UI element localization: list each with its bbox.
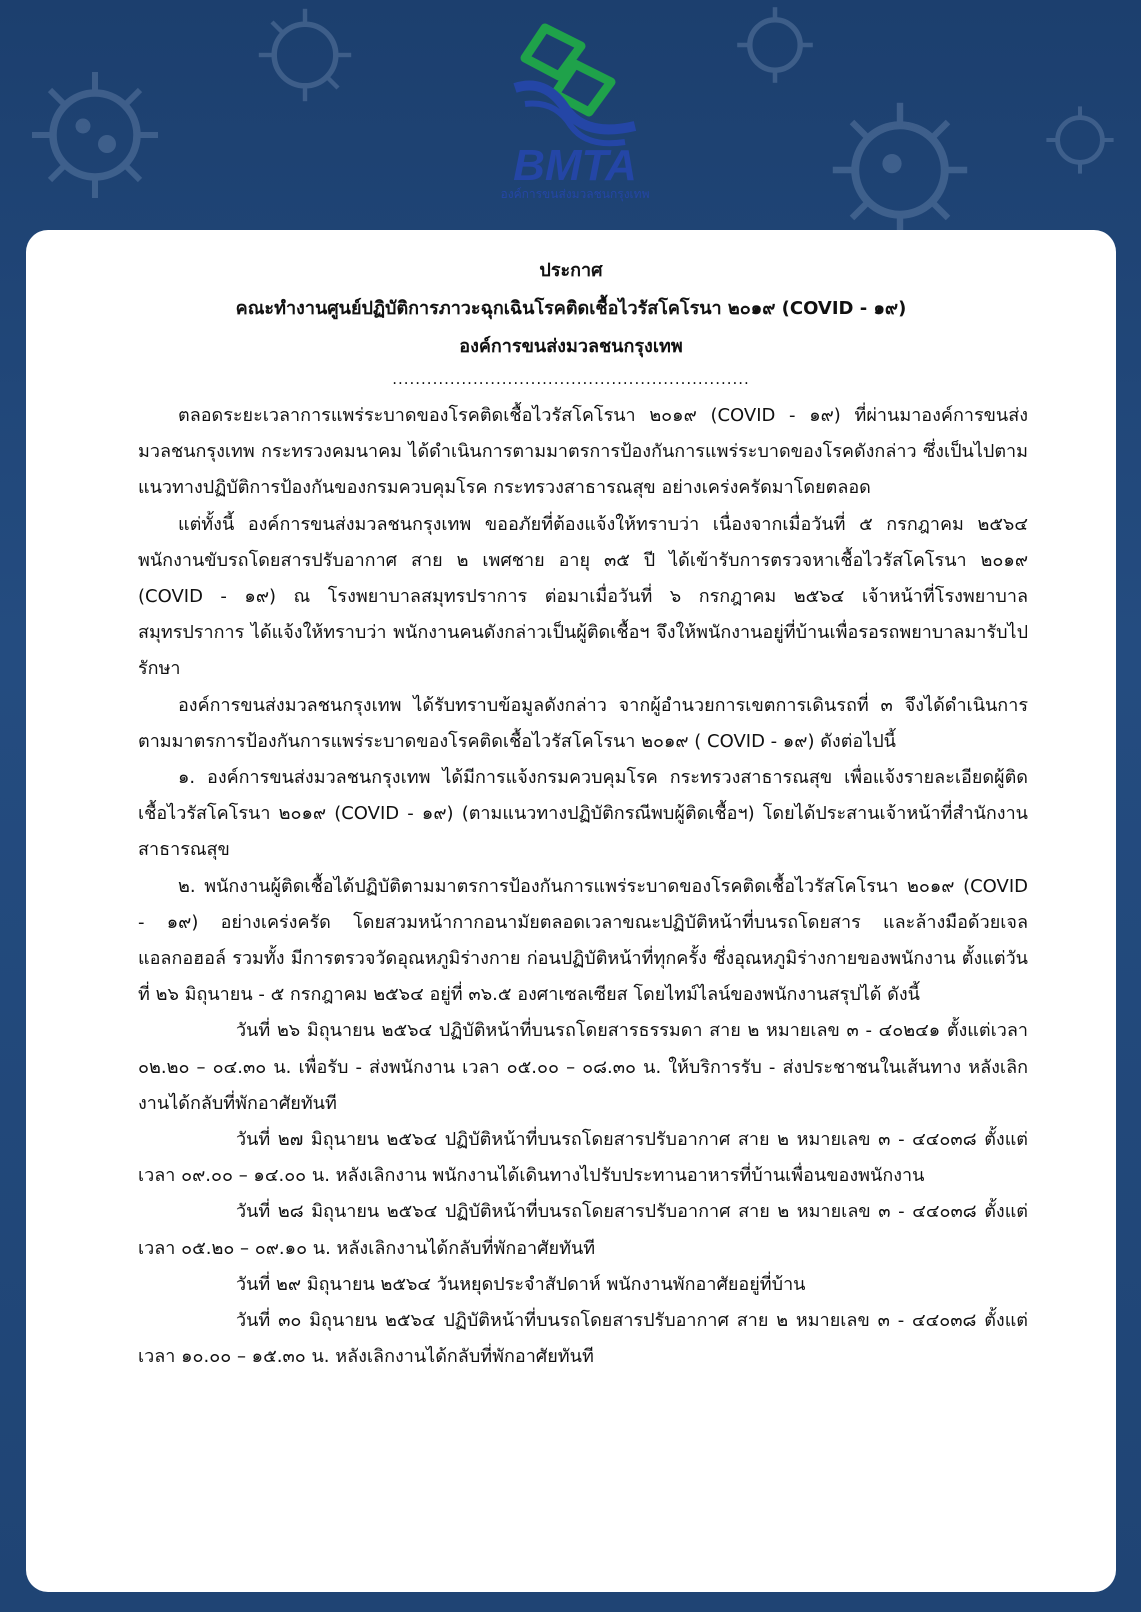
paragraph: ตลอดระยะเวลาการแพร่ระบาดของโรคติดเชื้อไวรัสโคโรนา ๒๐๑๙ (COVID - ๑๙) ที่ผ่านมาองค์การขนส่งมวลชนกรุงเทพ กระทรวงคมนาคม ได้ดำเนินการตามมาตรการป้องกันการแพร่ระบาดของโรคดังกล่าว ซึ่งเป็นไปตามแนวทางปฏิบัติการป้องกันของกรมควบคุมโรค กระทรวงสาธารณสุข อย่างเคร่งครัดมาโดยตลอด <box>138 405 1028 499</box>
timeline-entry: วันที่ ๒๖ มิถุนายน ๒๕๖๔ ปฏิบัติหน้าที่บนรถโดยสารธรรมดา สาย ๒ หมายเลข ๓ - ๔๐๒๔๑ ตั้งแต่เวลา ๐๒.๒๐ – ๐๔.๓๐ น. เพื่อรับ - ส่งพนักงาน เวลา ๐๕.๐๐ – ๐๘.๓๐ น. ให้บริการรับ - ส่งประชาชนในเส้นทาง หลังเลิกงานได้กลับที่พักอาศัยทันที <box>138 1020 1028 1114</box>
virus-icon <box>730 0 820 90</box>
virus-icon <box>250 0 360 110</box>
paragraph: แต่ทั้งนี้ องค์การขนส่งมวลชนกรุงเทพ ขออภัยที่ต้องแจ้งให้ทราบว่า เนื่องจากเมื่อวันที่ ๕ กรกฎาคม ๒๕๖๔ พนักงานขับรถโดยสารปรับอากาศ สาย ๒ เพศชาย อายุ ๓๕ ปี ได้เข้ารับการตรวจหาเชื้อไวรัสโคโรนา ๒๐๑๙ (COVID - ๑๙) ณ โรงพยาบาลสมุทรปราการ ต่อมาเมื่อวันที่ ๖ กรกฎาคม ๒๕๖๔ เจ้าหน้าที่โรงพยาบาลสมุทรปราการ ได้แจ้งให้ทราบว่า พนักงานคนดังกล่าวเป็นผู้ติดเชื้อฯ จึงให้พนักงานอยู่ที่บ้านเพื่อรอรถพยาบาลมารับไปรักษา <box>138 513 1028 680</box>
timeline-entry: วันที่ ๒๙ มิถุนายน ๒๕๖๔ วันหยุดประจำสัปดาห์ พนักงานพักอาศัยอยู่ที่บ้าน <box>236 1273 806 1295</box>
paragraph-item-1: ๑. องค์การขนส่งมวลชนกรุงเทพ ได้มีการแจ้งกรมควบคุมโรค กระทรวงสาธารณสุข เพื่อแจ้งรายละเอียดผู้ติดเชื้อไวรัสโคโรนา ๒๐๑๙ (COVID - ๑๙) (ตามแนวทางปฏิบัติกรณีพบผู้ติดเชื้อฯ) โดยได้ประสานเจ้าหน้าที่สำนักงานสาธารณสุข <box>138 767 1028 861</box>
timeline-entry: วันที่ ๒๗ มิถุนายน ๒๕๖๔ ปฏิบัติหน้าที่บนรถโดยสารปรับอากาศ สาย ๒ หมายเลข ๓ - ๔๔๐๓๘ ตั้งแต่เวลา ๐๙.๐๐ – ๑๔.๐๐ น. หลังเลิกงาน พนักงานได้เดินทางไปรับประทานอาหารที่บ้านเพื่อนของพนักงาน <box>138 1129 1028 1187</box>
document-title: ประกาศ <box>539 260 603 281</box>
timeline-entry: วันที่ ๓๐ มิถุนายน ๒๕๖๔ ปฏิบัติหน้าที่บนรถโดยสารปรับอากาศ สาย ๒ หมายเลข ๓ - ๔๔๐๓๘ ตั้งแต่เวลา ๑๐.๐๐ – ๑๕.๓๐ น. หลังเลิกงานได้กลับที่พักอาศัยทันที <box>138 1310 1028 1368</box>
virus-icon <box>1040 100 1120 180</box>
paragraph: องค์การขนส่งมวลชนกรุงเทพ ได้รับทราบข้อมูลดังกล่าว จากผู้อำนวยการเขตการเดินรถที่ ๓ จึงได้ดำเนินการตามมาตรการป้องกันการแพร่ระบาดของโรคติดเชื้อไวรัสโคโรนา ๒๐๑๙ ( COVID - ๑๙) ดังต่อไปนี้ <box>138 694 1028 752</box>
virus-icon <box>820 90 980 250</box>
virus-icon <box>20 60 170 210</box>
announcement-card <box>26 230 1116 1592</box>
announcement-header <box>26 252 1116 392</box>
paragraph-item-2: ๒. พนักงานผู้ติดเชื้อได้ปฏิบัติตามมาตรการป้องกันการแพร่ระบาดของโรคติดเชื้อไวรัสโคโรนา ๒๐๑๙ (COVID - ๑๙) อย่างเคร่งครัด โดยสวมหน้ากากอนามัยตลอดเวลาขณะปฏิบัติหน้าที่บนรถโดยสาร และล้างมือด้วยเจลแอลกอฮอล์ รวมทั้ง มีการตรวจวัดอุณหภูมิร่างกาย ก่อนปฏิบัติหน้าที่ทุกครั้ง ซึ่งอุณหภูมิร่างกายของพนักงาน ตั้งแต่วันที่ ๒๖ มิถุนายน - ๕ กรกฎาคม ๒๕๖๔ อยู่ที่ ๓๖.๕ องศาเซลเซียส โดยไทม์ไลน์ของพนักงานสรุปได้ ดังนี้ <box>138 875 1028 1006</box>
svg-text:องค์การขนส่งมวลชนกรุงเทพ: องค์การขนส่งมวลชนกรุงเทพ <box>500 187 650 201</box>
separator-line: .............................................................. <box>392 370 750 388</box>
announcement-body <box>138 398 1028 1375</box>
timeline-entry: วันที่ ๒๘ มิถุนายน ๒๕๖๔ ปฏิบัติหน้าที่บนรถโดยสารปรับอากาศ สาย ๒ หมายเลข ๓ - ๔๔๐๓๘ ตั้งแต่เวลา ๐๕.๒๐ – ๐๙.๑๐ น. หลังเลิกงานได้กลับที่พักอาศัยทันที <box>138 1201 1028 1259</box>
document-subtitle: คณะทำงานศูนย์ปฏิบัติการภาวะฉุกเฉินโรคติดเชื้อไวรัสโคโรนา ๒๐๑๙ (COVID - ๑๙) <box>235 298 907 319</box>
bmta-logo <box>485 8 665 208</box>
svg-text:BMTA: BMTA <box>513 141 637 190</box>
organization-name: องค์การขนส่งมวลชนกรุงเทพ <box>459 336 683 357</box>
